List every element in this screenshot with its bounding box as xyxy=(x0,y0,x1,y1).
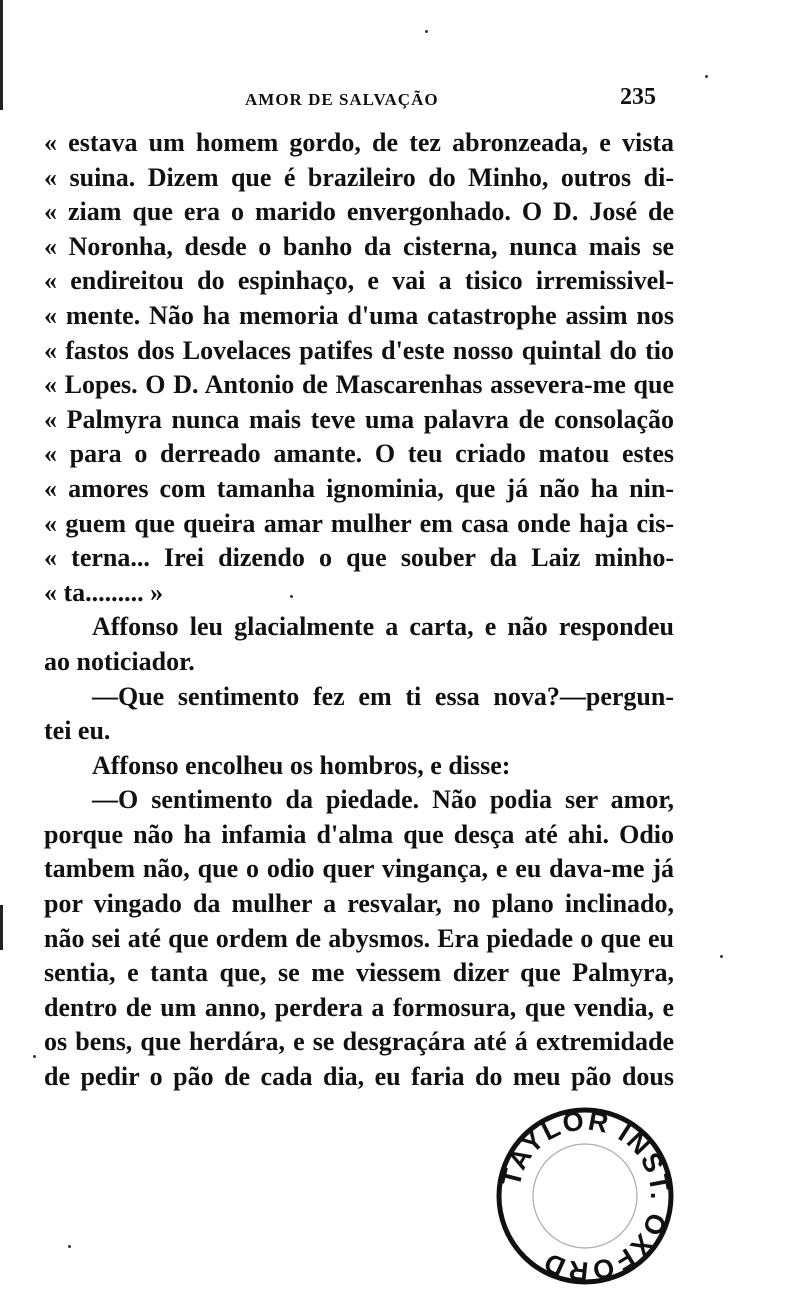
text-line: « amores com tamanha ignominia, que já não ha nin- xyxy=(44,473,674,503)
text-line: « ta......... » xyxy=(44,577,164,607)
text-line: « ziam que era o marido envergonhado. O D. José de xyxy=(44,197,674,227)
body-text xyxy=(44,126,674,1095)
text-line: porque não ha infamia d'alma que desça até ahi. Odio xyxy=(44,819,674,849)
scan-speck xyxy=(68,1245,71,1248)
text-line: Affonso encolheu os hombros, e disse: xyxy=(92,750,511,780)
library-stamp xyxy=(495,1106,675,1286)
text-line: « Lopes. O D. Antonio de Mascarenhas assevera-me que xyxy=(44,370,674,400)
svg-text:TAYLOR INST. OXFORD xyxy=(496,1106,675,1286)
text-line: « mente. Não ha memoria d'uma catastrophe assim nos xyxy=(44,300,674,330)
scan-speck xyxy=(33,1055,36,1058)
text-line: « Palmyra nunca mais teve uma palavra de consolação xyxy=(44,404,674,434)
text-line: « guem que queira amar mulher em casa onde haja cis- xyxy=(44,508,674,538)
text-line: « endireitou do espinhaço, e vai a tisico irremissivel- xyxy=(44,266,674,296)
page-edge-line xyxy=(0,905,3,950)
text-line: os bens, que herdára, e se desgraçára até á extremidade xyxy=(44,1027,674,1057)
text-line: —O sentimento da piedade. Não podia ser amor, xyxy=(92,785,674,815)
text-line: « estava um homem gordo, de tez abronzeada, e vista xyxy=(44,128,674,157)
text-line: « fastos dos Lovelaces patifes d'este nosso quintal do tio xyxy=(44,335,674,365)
scan-speck xyxy=(705,75,708,78)
text-line: ao noticiador. xyxy=(44,646,195,676)
page-number: 235 xyxy=(620,84,656,110)
text-line: por vingado da mulher a resvalar, no plano inclinado, xyxy=(44,889,674,919)
text-line: « suina. Dizem que é brazileiro do Minho, outros di- xyxy=(44,162,674,192)
scan-speck xyxy=(720,955,723,958)
text-line: tambem não, que o odio quer vingança, e eu dava-me já xyxy=(44,854,674,884)
text-line: sentia, e tanta que, se me viessem dizer que Palmyra, xyxy=(44,958,674,988)
scan-speck xyxy=(425,30,428,33)
page-edge-line xyxy=(0,0,3,110)
text-line: « para o derreado amante. O teu criado matou estes xyxy=(44,439,674,469)
text-line: não sei até que ordem de abysmos. Era piedade o que eu xyxy=(44,923,674,953)
running-title: AMOR DE SALVAÇÃO xyxy=(245,90,439,109)
text-line: —Que sentimento fez em ti essa nova?—pergun- xyxy=(92,681,674,711)
text-line: dentro de um anno, perdera a formosura, que vendia, e xyxy=(44,992,674,1022)
text-line: Affonso leu glacialmente a carta, e não respondeu xyxy=(92,612,674,642)
text-line: « Noronha, desde o banho da cisterna, nunca mais se xyxy=(44,231,674,261)
text-line: « terna... Irei dizendo o que souber da Laiz minho- xyxy=(44,543,674,573)
text-line: tei eu. xyxy=(44,716,111,746)
stamp-text: TAYLOR INST. OXFORD xyxy=(495,1106,675,1286)
text-line: de pedir o pão de cada dia, eu faria do meu pão dous xyxy=(44,1062,674,1092)
